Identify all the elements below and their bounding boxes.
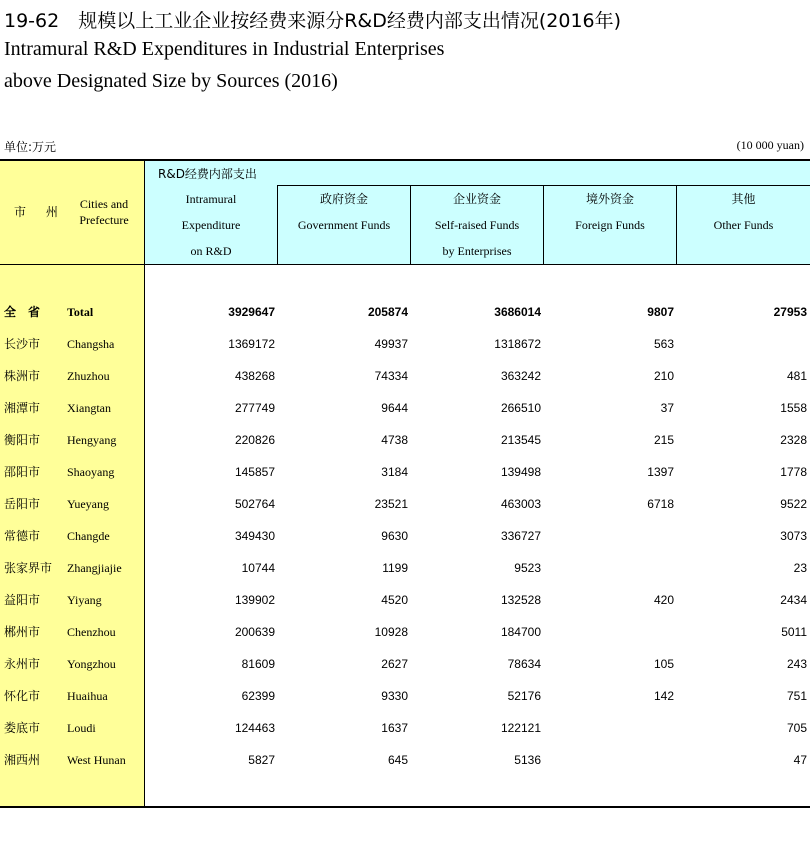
cell-total: 220826 [234,433,275,447]
header-enterprise-en-line1: Self-raised Funds [434,218,520,232]
cell-total: 1369172 [228,337,275,351]
cell-city-cn: 株洲市 [4,369,41,383]
cell-city-en: West Hunan [67,753,126,767]
header-other-cn: 其他 [731,192,756,206]
cell-gov: 23521 [374,497,408,511]
cell-enterprise: 1318672 [494,337,541,351]
cell-other: 2328 [780,433,807,447]
table-row [0,584,810,616]
cell-enterprise: 336727 [500,529,541,543]
cell-gov: 10928 [374,625,408,639]
cell-other: 1778 [780,465,807,479]
cell-enterprise: 184700 [500,625,541,639]
cell-city-en: Changsha [67,337,115,351]
header-group-label: R&D经费内部支出 [158,167,257,181]
table-row [0,520,810,552]
cell-city-en: Loudi [67,721,96,735]
cell-foreign: 563 [653,337,674,351]
unit-label-cn: 单位:万元 [4,140,57,154]
cell-enterprise: 266510 [500,401,541,415]
cell-city-cn: 长沙市 [4,337,41,351]
cell-enterprise: 122121 [500,721,541,735]
cell-gov: 74334 [374,369,408,383]
table-row [0,648,810,680]
table-row [0,712,810,744]
cell-other: 243 [786,657,807,671]
cell-total: 502764 [234,497,275,511]
cell-city-en: Yongzhou [67,657,116,671]
cell-city-cn: 湘潭市 [4,401,41,415]
header-city-en-line1: Cities and [79,197,129,211]
header-city-en [68,196,140,228]
cell-city-en: Huaihua [67,689,108,703]
cell-city-en: Changde [67,529,110,543]
table-row [0,328,810,360]
page-title-en-line2: above Designated Size by Sources (2016) [4,70,338,92]
cell-foreign: 215 [653,433,674,447]
header-other-en: Other Funds [713,218,774,232]
cell-city-cn: 怀化市 [4,689,41,703]
cell-gov: 4520 [381,593,408,607]
table-row [0,488,810,520]
cell-enterprise: 78634 [507,657,541,671]
cell-foreign: 6718 [647,497,674,511]
table-row [0,424,810,456]
cell-other: 3073 [780,529,807,543]
page-title: 19-62 规模以上工业企业按经费来源分R&D经费内部支出情况(2016年) [4,10,622,32]
cell-enterprise: 52176 [507,689,541,703]
cell-city-cn: 常德市 [4,529,41,543]
cell-city-en: Total [67,305,94,319]
cell-city-cn: 衡阳市 [4,433,41,447]
cell-total: 3929647 [228,305,275,319]
cell-other: 27953 [773,305,807,319]
cell-gov: 3184 [381,465,408,479]
cell-enterprise: 3686014 [494,305,541,319]
header-bottom-rule [0,264,810,265]
header-gov-cn: 政府资金 [319,192,368,206]
cell-total: 438268 [234,369,275,383]
header-enterprise [411,186,543,264]
cell-total: 200639 [234,625,275,639]
table-row [0,744,810,776]
cell-foreign: 1397 [647,465,674,479]
cell-other: 1558 [780,401,807,415]
header-foreign-cn: 境外资金 [585,192,634,206]
table-row [0,360,810,392]
cell-enterprise: 213545 [500,433,541,447]
cell-total: 349430 [234,529,275,543]
cell-enterprise: 139498 [500,465,541,479]
cell-other: 23 [793,561,807,575]
cell-foreign: 37 [660,401,674,415]
cell-city-en: Yiyang [67,593,102,607]
cell-other: 9522 [780,497,807,511]
cell-foreign: 9807 [647,305,674,319]
cell-other: 705 [786,721,807,735]
cell-other: 47 [793,753,807,767]
unit-label-en: (10 000 yuan) [736,138,804,152]
cell-city-cn: 益阳市 [4,593,41,607]
cell-city-cn: 全 省 [4,305,41,319]
cell-foreign: 105 [653,657,674,671]
cell-city-cn: 岳阳市 [4,497,41,511]
cell-total: 5827 [248,753,275,767]
table-row-total [0,296,810,328]
cell-city-cn: 张家界市 [4,561,53,575]
cell-city-cn: 娄底市 [4,721,41,735]
header-foreign-en: Foreign Funds [575,218,645,232]
header-enterprise-en-line2: by Enterprises [442,244,512,258]
cell-other: 5011 [781,625,807,639]
cell-foreign: 142 [653,689,674,703]
cell-city-en: Hengyang [67,433,117,447]
header-enterprise-cn: 企业资金 [452,192,501,206]
header-total-line2: Expenditure [181,218,241,232]
cell-other: 2434 [780,593,807,607]
header-total-line3: on R&D [190,244,232,258]
cell-city-en: Xiangtan [67,401,111,415]
cell-city-en: Zhuzhou [67,369,110,383]
cell-city-cn: 郴州市 [4,625,41,639]
header-other [677,186,810,238]
table-row [0,616,810,648]
cell-gov: 645 [387,753,408,767]
cell-foreign: 210 [653,369,674,383]
table-row [0,392,810,424]
cell-total: 277749 [234,401,275,415]
cell-total: 124463 [234,721,275,735]
cell-gov: 9630 [381,529,408,543]
cell-city-en: Zhangjiajie [67,561,122,575]
cell-gov: 1637 [381,721,408,735]
cell-other: 751 [786,689,807,703]
cell-foreign: 420 [653,593,674,607]
header-total-line1: Intramural [185,192,237,206]
page-title-en-line1: Intramural R&D Expenditures in Industrial Enterprises [4,38,445,60]
cell-enterprise: 5136 [514,753,541,767]
cell-city-en: Chenzhou [67,625,116,639]
cell-enterprise: 132528 [500,593,541,607]
cell-city-en: Yueyang [67,497,109,511]
cell-total: 139902 [234,593,275,607]
cell-enterprise: 9523 [514,561,541,575]
header-gov [278,186,410,238]
table-row [0,552,810,584]
cell-total: 81609 [241,657,275,671]
cell-city-cn: 永州市 [4,657,41,671]
table-row [0,456,810,488]
cell-gov: 49937 [374,337,408,351]
table-top-rule [0,159,810,161]
cell-city-cn: 湘西州 [4,753,41,767]
cell-other: 481 [786,369,807,383]
cell-gov: 4738 [381,433,408,447]
cell-enterprise: 363242 [500,369,541,383]
header-gov-en: Government Funds [297,218,391,232]
header-foreign [544,186,676,238]
cell-gov: 1199 [382,561,408,575]
cell-gov: 2627 [381,657,408,671]
table-bottom-rule [0,806,810,808]
cell-gov: 9330 [381,689,408,703]
header-total [145,186,277,264]
cell-gov: 205874 [367,305,408,319]
cell-city-en: Shaoyang [67,465,115,479]
cell-gov: 9644 [381,401,408,415]
header-city-cn: 市 州 [14,205,66,219]
cell-city-cn: 邵阳市 [4,465,41,479]
cell-enterprise: 463003 [500,497,541,511]
cell-total: 62399 [241,689,275,703]
header-city-en-line2: Prefecture [79,213,129,227]
table-row [0,680,810,712]
cell-total: 145857 [234,465,275,479]
cell-total: 10744 [241,561,275,575]
